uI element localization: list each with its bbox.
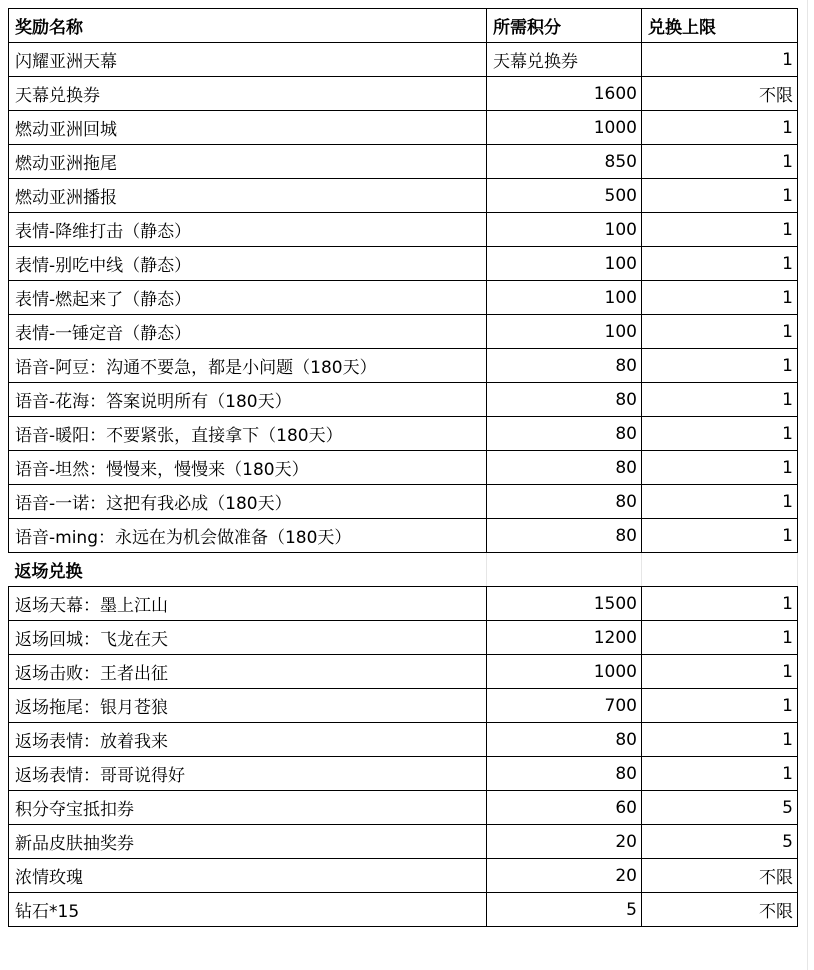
cell-limit[interactable]: 1	[642, 213, 798, 247]
cell-points[interactable]: 80	[487, 383, 642, 417]
section-title[interactable]: 返场兑换	[9, 553, 487, 587]
cell-points[interactable]: 60	[487, 791, 642, 825]
cell-limit[interactable]: 不限	[642, 859, 798, 893]
cell-name[interactable]: 积分夺宝抵扣券	[9, 791, 487, 825]
cell-limit[interactable]: 1	[642, 247, 798, 281]
cell-limit[interactable]: 5	[642, 825, 798, 859]
cell-limit[interactable]: 1	[642, 485, 798, 519]
table-row	[9, 145, 798, 179]
cell-limit[interactable]: 1	[642, 145, 798, 179]
cell-points[interactable]: 1000	[487, 655, 642, 689]
cell-limit[interactable]: 1	[642, 757, 798, 791]
cell-limit[interactable]: 不限	[642, 893, 798, 927]
cell-points[interactable]: 700	[487, 689, 642, 723]
cell-name[interactable]: 语音-阿豆：沟通不要急，都是小问题（180天）	[9, 349, 487, 383]
cell-limit[interactable]: 1	[642, 349, 798, 383]
cell-name[interactable]: 钻石*15	[9, 893, 487, 927]
cell-name[interactable]: 返场表情：放着我来	[9, 723, 487, 757]
empty-cell[interactable]	[642, 553, 798, 587]
cell-points[interactable]: 100	[487, 281, 642, 315]
cell-limit[interactable]: 1	[642, 179, 798, 213]
gridline	[807, 0, 808, 970]
cell-limit[interactable]: 1	[642, 621, 798, 655]
cell-name[interactable]: 语音-暖阳：不要紧张，直接拿下（180天）	[9, 417, 487, 451]
cell-limit[interactable]: 1	[642, 383, 798, 417]
cell-points[interactable]: 5	[487, 893, 642, 927]
table-row	[9, 519, 798, 553]
cell-points[interactable]: 80	[487, 451, 642, 485]
cell-name[interactable]: 语音-坦然：慢慢来，慢慢来（180天）	[9, 451, 487, 485]
cell-points[interactable]: 80	[487, 417, 642, 451]
cell-name[interactable]: 表情-别吃中线（静态）	[9, 247, 487, 281]
cell-name[interactable]: 燃动亚洲回城	[9, 111, 487, 145]
table-row	[9, 689, 798, 723]
cell-points[interactable]: 1000	[487, 111, 642, 145]
cell-limit[interactable]: 1	[642, 519, 798, 553]
table-row	[9, 111, 798, 145]
table-row	[9, 485, 798, 519]
cell-name[interactable]: 语音-ming：永远在为机会做准备（180天）	[9, 519, 487, 553]
table-row	[9, 451, 798, 485]
cell-limit[interactable]: 1	[642, 723, 798, 757]
table-row	[9, 247, 798, 281]
cell-name[interactable]: 返场回城：飞龙在天	[9, 621, 487, 655]
cell-points[interactable]: 100	[487, 213, 642, 247]
table-row	[9, 587, 798, 621]
header-limit[interactable]: 兑换上限	[642, 9, 798, 43]
cell-points[interactable]: 80	[487, 519, 642, 553]
cell-limit[interactable]: 1	[642, 111, 798, 145]
cell-limit[interactable]: 不限	[642, 77, 798, 111]
cell-points[interactable]: 1600	[487, 77, 642, 111]
table-row	[9, 655, 798, 689]
cell-limit[interactable]: 1	[642, 315, 798, 349]
cell-name[interactable]: 燃动亚洲播报	[9, 179, 487, 213]
cell-limit[interactable]: 1	[642, 655, 798, 689]
table-row	[9, 791, 798, 825]
table-row	[9, 859, 798, 893]
header-row	[9, 9, 798, 43]
table-row	[9, 77, 798, 111]
cell-points[interactable]: 1200	[487, 621, 642, 655]
table-row	[9, 757, 798, 791]
table-row	[9, 417, 798, 451]
table-row	[9, 621, 798, 655]
cell-name[interactable]: 返场拖尾：银月苍狼	[9, 689, 487, 723]
cell-points[interactable]: 天幕兑换券	[487, 43, 642, 77]
cell-points[interactable]: 80	[487, 757, 642, 791]
cell-limit[interactable]: 1	[642, 451, 798, 485]
cell-name[interactable]: 燃动亚洲拖尾	[9, 145, 487, 179]
cell-name[interactable]: 新品皮肤抽奖券	[9, 825, 487, 859]
cell-name[interactable]: 天幕兑换券	[9, 77, 487, 111]
reward-table	[8, 8, 798, 927]
cell-name[interactable]: 表情-燃起来了（静态）	[9, 281, 487, 315]
table-row	[9, 383, 798, 417]
cell-name[interactable]: 返场天幕：墨上江山	[9, 587, 487, 621]
cell-name[interactable]: 浓情玫瑰	[9, 859, 487, 893]
table-row	[9, 893, 798, 927]
cell-points[interactable]: 100	[487, 315, 642, 349]
cell-name[interactable]: 返场击败：王者出征	[9, 655, 487, 689]
cell-name[interactable]: 返场表情：哥哥说得好	[9, 757, 487, 791]
cell-points[interactable]: 80	[487, 349, 642, 383]
cell-limit[interactable]: 5	[642, 791, 798, 825]
table-row	[9, 825, 798, 859]
cell-limit[interactable]: 1	[642, 43, 798, 77]
header-name[interactable]: 奖励名称	[9, 9, 487, 43]
cell-points[interactable]: 1500	[487, 587, 642, 621]
table-row	[9, 315, 798, 349]
cell-points[interactable]: 80	[487, 485, 642, 519]
cell-points[interactable]: 850	[487, 145, 642, 179]
empty-cell[interactable]	[487, 553, 642, 587]
cell-limit[interactable]: 1	[642, 689, 798, 723]
cell-points[interactable]: 100	[487, 247, 642, 281]
cell-name[interactable]: 闪耀亚洲天幕	[9, 43, 487, 77]
cell-name[interactable]: 表情-降维打击（静态）	[9, 213, 487, 247]
header-points[interactable]: 所需积分	[487, 9, 642, 43]
table-row	[9, 213, 798, 247]
table-row	[9, 349, 798, 383]
table-row	[9, 179, 798, 213]
cell-points[interactable]: 500	[487, 179, 642, 213]
table-row	[9, 43, 798, 77]
cell-name[interactable]: 语音-花海：答案说明所有（180天）	[9, 383, 487, 417]
cell-limit[interactable]: 1	[642, 417, 798, 451]
table-row	[9, 281, 798, 315]
table-row	[9, 723, 798, 757]
section-row	[9, 553, 798, 587]
cell-points[interactable]: 80	[487, 723, 642, 757]
cell-points[interactable]: 20	[487, 859, 642, 893]
cell-name[interactable]: 语音-一诺：这把有我必成（180天）	[9, 485, 487, 519]
cell-name[interactable]: 表情-一锤定音（静态）	[9, 315, 487, 349]
cell-points[interactable]: 20	[487, 825, 642, 859]
cell-limit[interactable]: 1	[642, 281, 798, 315]
cell-limit[interactable]: 1	[642, 587, 798, 621]
